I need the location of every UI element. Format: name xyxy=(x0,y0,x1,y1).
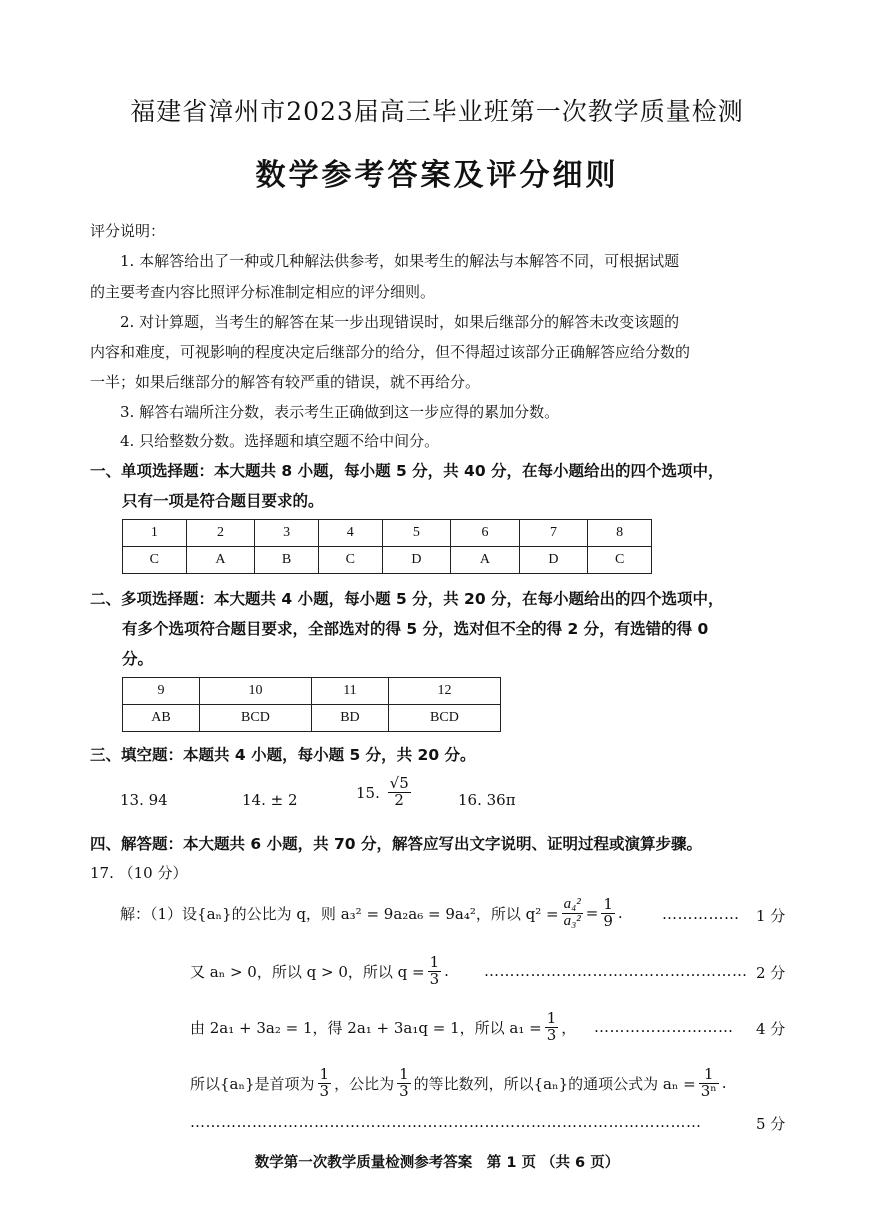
score-4: 4 分 xyxy=(756,1020,786,1038)
document-title: 福建省漳州市2023届高三毕业班第一次教学质量检测 xyxy=(130,97,744,126)
fraction-denominator: 3 xyxy=(399,1081,409,1100)
solution-step-2 xyxy=(190,948,449,994)
answer-cell: A xyxy=(451,547,520,574)
fraction-numerator: √5 xyxy=(389,774,409,792)
fraction-numerator: 1 xyxy=(699,1067,719,1084)
section4-heading: 四、解答题：本大题共 6 小题，共 70 分，解答应写出文字说明、证明过程或演算步骤。 xyxy=(90,835,702,853)
question-number: 3 xyxy=(255,520,319,547)
instruction-1b: 的主要考查内容比照评分标准制定相应的评分细则。 xyxy=(90,283,436,301)
step-text: 所以{aₙ}是首项为 xyxy=(190,1074,315,1093)
fraction-numerator: a₄² xyxy=(563,895,581,912)
question-number: 7 xyxy=(519,520,588,547)
question-number: 11 xyxy=(311,678,388,705)
fraction xyxy=(318,1064,332,1100)
score-1: 1 分 xyxy=(756,907,786,925)
step-end: . xyxy=(617,904,623,922)
table-row xyxy=(123,547,652,574)
fraction-denominator: 3 xyxy=(429,969,440,988)
fraction-denominator: 3ⁿ xyxy=(700,1081,717,1100)
fraction-numerator: 1 xyxy=(603,894,613,913)
document-subtitle: 数学参考答案及评分细则 xyxy=(255,158,619,193)
fraction xyxy=(601,894,615,930)
question-number: 5 xyxy=(382,520,451,547)
question-number: 2 xyxy=(186,520,255,547)
answer-16: 16. 36π xyxy=(458,791,516,809)
step-end: . xyxy=(444,962,449,980)
answer-15 xyxy=(356,776,414,809)
instruction-2a: 2. 对计算题，当考生的解答在某一步出现错误时，如果后继部分的解答未改变该题的 xyxy=(120,313,680,331)
fraction-denominator: 3 xyxy=(319,1081,330,1100)
fraction-numerator: 1 xyxy=(546,1008,557,1027)
fraction-numerator: 1 xyxy=(399,1064,409,1083)
solution-step-4 xyxy=(190,1060,727,1106)
dot-leader: ……………………… xyxy=(594,1018,734,1036)
table-row xyxy=(123,678,501,705)
solution-step-1 xyxy=(120,890,623,936)
section1-heading-line1: 一、单项选择题：本大题共 8 小题，每小题 5 分，共 40 分，在每小题给出的四个选项中， xyxy=(90,462,724,480)
fraction-numerator: 1 xyxy=(319,1064,330,1083)
section3-heading: 三、填空题：本题共 4 小题，每小题 5 分，共 20 分。 xyxy=(90,746,476,764)
question-number: 9 xyxy=(123,678,200,705)
answer-14: 14. ± 2 xyxy=(242,791,298,809)
question-number: 1 xyxy=(123,520,187,547)
table-row xyxy=(123,520,652,547)
fraction xyxy=(545,1008,559,1044)
answer-cell: BCD xyxy=(388,705,500,732)
answer-cell: A xyxy=(186,547,255,574)
multi-choice-answer-table xyxy=(122,677,501,732)
question-number: 8 xyxy=(588,520,652,547)
answer-cell: AB xyxy=(123,705,200,732)
section2-heading-line1: 二、多项选择题：本大题共 4 小题，每小题 5 分，共 20 分，在每小题给出的四个选项中， xyxy=(90,590,724,608)
instruction-4: 4. 只给整数分数。选择题和填空题不给中间分。 xyxy=(120,432,440,450)
fraction-denominator: 9 xyxy=(603,911,613,930)
question-number: 6 xyxy=(451,520,520,547)
fraction xyxy=(428,952,442,988)
page-footer: 数学第一次教学质量检测参考答案 第 1 页 （共 6 页） xyxy=(254,1155,620,1171)
step-text: 又 aₙ > 0，所以 q > 0，所以 q = xyxy=(190,962,425,981)
step-end: ， xyxy=(561,1018,577,1037)
answer-cell: BD xyxy=(311,705,388,732)
fraction-denominator: 2 xyxy=(394,790,404,809)
fraction-denominator: a₃² xyxy=(563,912,581,929)
question-number: 10 xyxy=(199,678,311,705)
fraction xyxy=(699,1064,719,1100)
dot-leader: …………………………………………… xyxy=(484,962,748,980)
dot-leader: …………… xyxy=(662,905,740,923)
answer-15-label: 15. xyxy=(356,784,380,803)
section1-heading-line2: 只有一项是符合题目要求的。 xyxy=(122,492,324,510)
answer-cell: B xyxy=(255,547,319,574)
instruction-3: 3. 解答右端所注分数，表示考生正确做到这一步应得的累加分数。 xyxy=(120,403,560,421)
step-text: 由 2a₁ + 3a₂ = 1，得 2a₁ + 3a₁q = 1，所以 a₁ = xyxy=(190,1018,542,1037)
answer-cell: D xyxy=(519,547,588,574)
section2-heading-line3: 分。 xyxy=(122,650,154,668)
fraction xyxy=(562,897,583,930)
answer-15-fraction xyxy=(388,776,411,809)
step-text: ，公比为 xyxy=(334,1074,395,1093)
answer-cell: D xyxy=(382,547,451,574)
table-row xyxy=(123,705,501,732)
instruction-1a: 1. 本解答给出了一种或几种解法供参考，如果考生的解法与本解答不同，可根据试题 xyxy=(120,252,680,270)
single-choice-answer-table xyxy=(122,519,652,574)
solution-step-3 xyxy=(190,1004,576,1050)
instructions-heading: 评分说明： xyxy=(90,222,166,240)
answer-cell: C xyxy=(318,547,382,574)
instruction-2c: 一半；如果后继部分的解答有较严重的错误，就不再给分。 xyxy=(90,373,481,391)
section2-heading-line2: 有多个选项符合题目要求，全部选对的得 5 分，选对但不全的得 2 分，有选错的得 0 xyxy=(122,620,709,638)
score-5: 5 分 xyxy=(756,1115,786,1133)
answer-cell: BCD xyxy=(199,705,311,732)
question-number: 4 xyxy=(318,520,382,547)
score-2: 2 分 xyxy=(756,964,786,982)
instruction-2b: 内容和难度，可视影响的程度决定后继部分的给分，但不得超过该部分正确解答应给分数的 xyxy=(90,343,691,361)
answer-13: 13. 94 xyxy=(120,791,168,809)
question-17-label: 17. （10 分） xyxy=(90,864,188,882)
fraction xyxy=(397,1064,411,1100)
fraction-numerator: 1 xyxy=(429,952,440,971)
dot-leader: ……………………………………………………………………………………… xyxy=(190,1113,702,1131)
equals-sign: = xyxy=(585,904,599,922)
answer-cell: C xyxy=(123,547,187,574)
fraction-denominator: 3 xyxy=(546,1025,557,1044)
step-text: 解：（1）设{aₙ}的公比为 q，则 a₃² = 9a₂a₆ = 9a₄²，所以 q² = xyxy=(120,904,559,923)
step-end: . xyxy=(721,1074,727,1092)
answer-cell: C xyxy=(588,547,652,574)
step-text: 的等比数列，所以{aₙ}的通项公式为 aₙ = xyxy=(413,1074,696,1093)
question-number: 12 xyxy=(388,678,500,705)
